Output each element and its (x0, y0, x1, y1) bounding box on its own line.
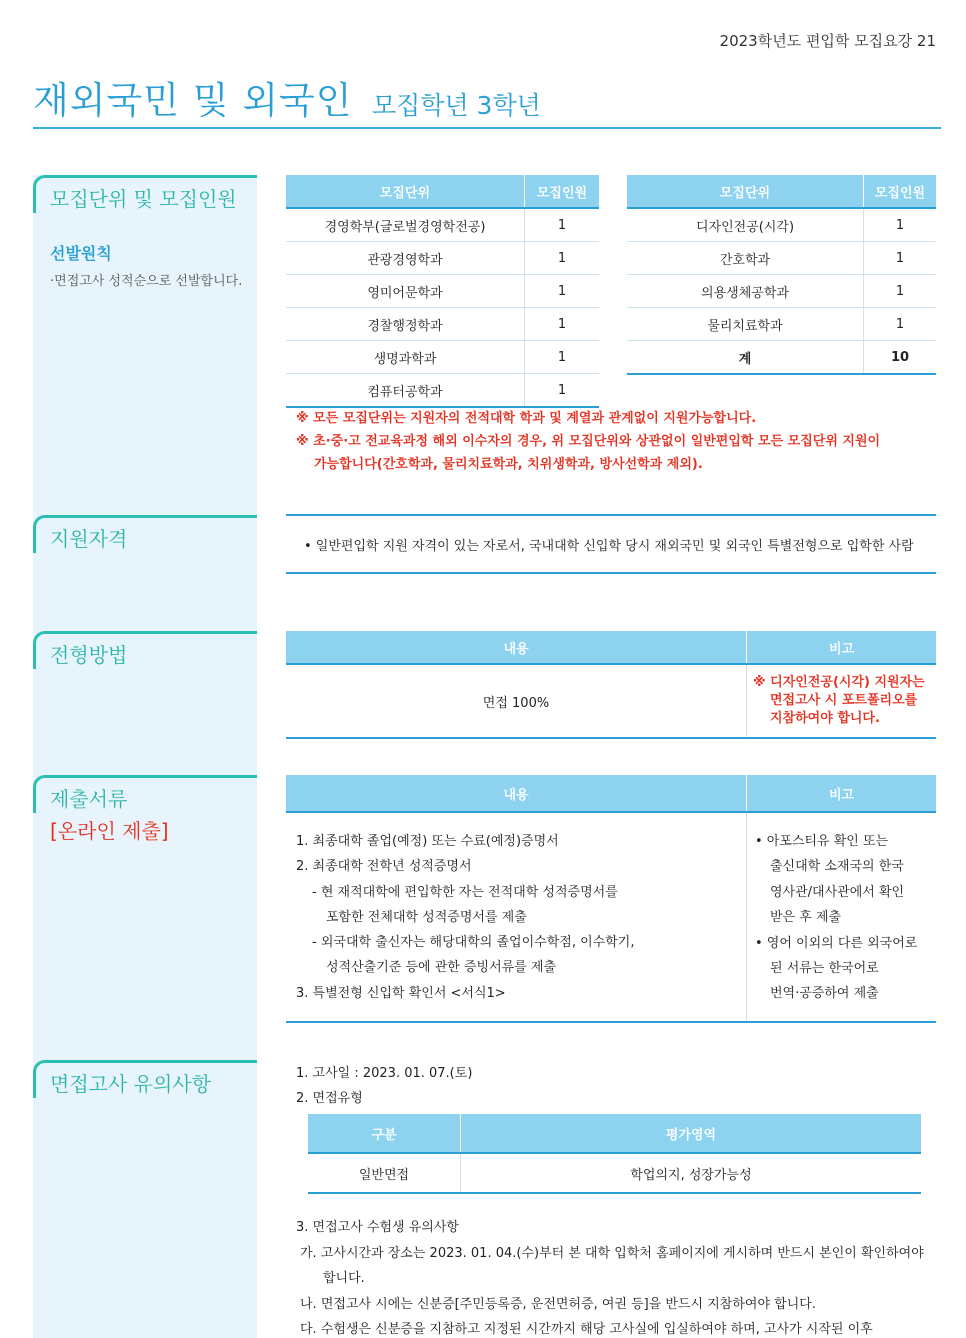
method-remark (747, 664, 937, 738)
table-row (286, 242, 599, 275)
table-row (286, 812, 936, 1022)
sidebar-method-title: 전형방법 (50, 643, 128, 667)
doc-item-1: 1. 최종대학 졸업(예정) 또는 수료(예정)증명서 (296, 834, 559, 849)
interview-note-b: 나. 면접고사 시에는 신분증[주민등록증, 운전면허증, 여권 등]을 반드시 지참하여야 합니다. (300, 1297, 816, 1312)
documents-content (286, 812, 747, 1022)
method-remark-line2: 면접고사 시 포트폴리오를 (770, 693, 918, 708)
interview-note-a-cont: 합니다. (323, 1271, 365, 1286)
doc-remark-2-cont: 된 서류는 한국어로 (770, 961, 879, 977)
doc-item-2b-cont: 성적산출기준 등에 관한 증빙서류를 제출 (326, 960, 557, 976)
unit-cell: 관광경영학과 (286, 242, 525, 275)
qualification-top-line (286, 514, 936, 516)
table-row (308, 1153, 921, 1193)
unit-cell: 물리치료학과 (627, 308, 864, 341)
unit-cell: 간호학과 (627, 242, 864, 275)
interview-note-a: 가. 고사시간과 장소는 2023. 01. 04.(수)부터 본 대학 입학처 홈페이지에 게시하며 반드시 본인이 확인하여야 (300, 1246, 924, 1261)
sidebar-interview-title: 면접고사 유의사항 (50, 1072, 211, 1096)
doc-remark-1-cont3: 받은 후 제출 (770, 910, 842, 926)
doc-item-2a-cont: 포함한 전체대학 성적증명서를 제출 (326, 909, 527, 925)
method-content: 면접 100% (286, 664, 747, 738)
doc-remark-2-cont2: 번역·공증하여 제출 (770, 986, 879, 1002)
sidebar-interview (33, 1060, 257, 1338)
documents-header-remark: 비고 (747, 775, 937, 812)
units-note-1: ※ 모든 모집단위는 지원자의 전적대학 학과 및 계열과 관계없이 지원가능합니다. (296, 411, 757, 426)
page-header-ref: 2023학년도 편입학 모집요강 21 (719, 32, 936, 50)
online-submission-label: [온라인 제출] (50, 819, 169, 843)
count-cell: 1 (864, 308, 937, 341)
method-remark-line3: 지참하여야 합니다. (770, 711, 880, 726)
table-row (627, 242, 936, 275)
unit-cell: 디자인전공(시각) (627, 208, 864, 242)
sidebar-units-title: 모집단위 및 모집인원 (50, 187, 237, 211)
unit-cell: 경찰행정학과 (286, 308, 525, 341)
count-cell: 1 (525, 374, 600, 408)
table-row (286, 208, 599, 242)
unit-cell: 컴퓨터공학과 (286, 374, 525, 408)
total-label: 계 (627, 341, 864, 375)
total-value: 10 (864, 341, 937, 375)
count-cell: 1 (864, 275, 937, 308)
sidebar-documents-title: 제출서류 (50, 787, 128, 811)
doc-item-3: 3. 특별전형 신입학 확인서 <서식1> (296, 985, 506, 1001)
interview-type-title: 2. 면접유형 (296, 1091, 363, 1106)
method-remark-line1: ※ 디자인전공(시각) 지원자는 (753, 675, 925, 690)
sidebar-units (33, 175, 257, 515)
interview-notes-title: 3. 면접고사 수험생 유의사항 (296, 1220, 459, 1235)
documents-header-content: 내용 (286, 775, 747, 812)
count-cell: 1 (525, 208, 600, 242)
documents-remark (747, 812, 937, 1022)
unit-cell: 영미어문학과 (286, 275, 525, 308)
table-row (627, 308, 936, 341)
principle-text: ·면접고사 성적순으로 선발합니다. (50, 274, 243, 289)
doc-item-2a: - 현 재적대학에 편입학한 자는 전적대학 성적증명서를 (312, 884, 618, 900)
count-cell: 1 (864, 242, 937, 275)
units-note-2: ※ 초·중·고 전교육과정 해외 이수자의 경우, 위 모집단위와 상관없이 일반편입학 모든 모집단위 지원이 (296, 434, 881, 449)
units-left-header-count: 모집인원 (525, 175, 600, 208)
unit-cell: 경영학부(글로벌경영학전공) (286, 208, 525, 242)
units-note-2-cont: 가능합니다(간호학과, 물리치료학과, 치위생학과, 방사선학과 제외). (314, 457, 703, 472)
count-cell: 1 (525, 275, 600, 308)
units-right-header-count: 모집인원 (864, 175, 937, 208)
doc-remark-1-cont: 출신대학 소재국의 한국 (770, 859, 904, 875)
table-row (286, 341, 599, 374)
table-row (286, 308, 599, 341)
table-row (286, 275, 599, 308)
interview-date: 1. 고사일 : 2023. 01. 07.(토) (296, 1066, 473, 1081)
count-cell: 1 (525, 242, 600, 275)
doc-item-2: 2. 최종대학 전학년 성적증명서 (296, 859, 472, 875)
interview-header-type: 구분 (308, 1114, 461, 1153)
documents-table (286, 775, 936, 1023)
method-header-content: 내용 (286, 631, 747, 664)
table-row (286, 374, 599, 408)
table-row (286, 664, 936, 738)
method-header-remark: 비고 (747, 631, 937, 664)
unit-cell: 생명과학과 (286, 341, 525, 374)
interview-header-area: 평가영역 (461, 1114, 922, 1153)
count-cell: 1 (525, 341, 600, 374)
units-table-right (627, 175, 936, 375)
units-table-left (286, 175, 599, 408)
qualification-text: • 일반편입학 지원 자격이 있는 자로서, 국내대학 신입학 당시 재외국민 및 외국인 특별전형으로 입학한 사람 (304, 539, 914, 554)
page-subtitle: 모집학년 3학년 (372, 91, 541, 120)
units-right-header-unit: 모집단위 (627, 175, 864, 208)
principle-title: 선발원칙 (50, 244, 112, 263)
doc-item-2b: - 외국대학 출신자는 해당대학의 졸업이수학점, 이수학기, (312, 935, 635, 951)
unit-cell: 의용생체공학과 (627, 275, 864, 308)
interview-type-cell: 일반면접 (308, 1153, 461, 1193)
count-cell: 1 (525, 308, 600, 341)
sidebar-qualification-title: 지원자격 (50, 527, 128, 551)
doc-remark-1-cont2: 영사관/대사관에서 확인 (770, 884, 905, 900)
qualification-bottom-line (286, 572, 936, 574)
interview-note-c: 다. 수험생은 신분증을 지참하고 지정된 시간까지 해당 고사실에 입실하여야 하며, 고사가 시작된 이후 (300, 1322, 873, 1337)
count-cell: 1 (864, 208, 937, 242)
interview-type-table (308, 1114, 921, 1194)
total-row (627, 341, 936, 375)
table-row (627, 208, 936, 242)
sidebar-documents (33, 775, 257, 1060)
table-row (627, 275, 936, 308)
title-divider (33, 127, 941, 129)
sidebar-method (33, 631, 257, 775)
method-table (286, 631, 936, 739)
interview-area-cell: 학업의지, 성장가능성 (461, 1153, 922, 1193)
page-title: 재외국민 및 외국인 (33, 79, 353, 122)
doc-remark-1: • 아포스티유 확인 또는 (755, 834, 889, 849)
units-left-header-unit: 모집단위 (286, 175, 525, 208)
doc-remark-2: • 영어 이외의 다른 외국어로 (755, 935, 918, 951)
sidebar-qualification (33, 515, 257, 631)
